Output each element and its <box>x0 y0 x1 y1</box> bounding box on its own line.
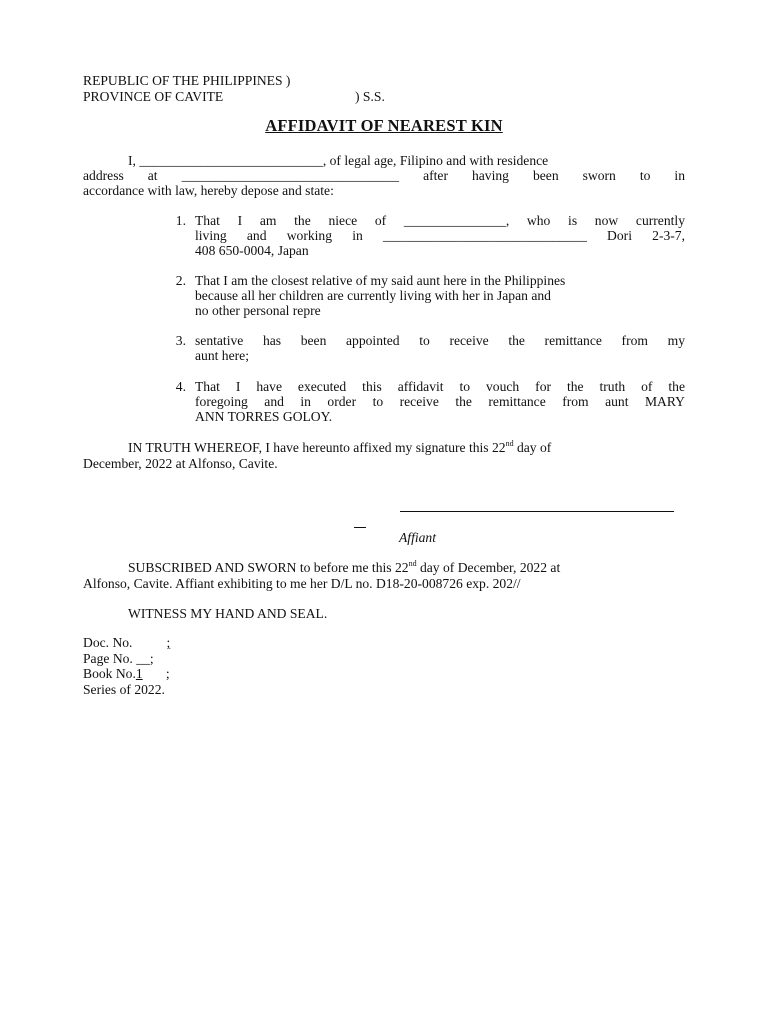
item-2-number: 2. <box>175 273 186 288</box>
series-line: Series of 2022. <box>83 682 165 697</box>
subscribed-ordinal: nd <box>408 559 417 568</box>
page-no: Page No. __; <box>83 651 154 666</box>
subscribed-line-1 <box>128 560 560 576</box>
doc-no-value: ; <box>166 635 171 650</box>
truth-line-2: December, 2022 at Alfonso, Cavite. <box>83 456 278 471</box>
document-title-text: AFFIDAVIT OF NEAREST KIN <box>265 116 503 135</box>
item-4-line-3: ANN TORRES GOLOY. <box>195 409 333 424</box>
book-no <box>83 666 170 682</box>
doc-no <box>83 635 170 651</box>
item-2-line-3: no other personal repre <box>195 303 321 318</box>
document-title <box>0 118 768 134</box>
intro-line-2: address at ________________________________ after having been sworn to in <box>83 168 685 183</box>
header-province: PROVINCE OF CAVITE <box>83 89 224 104</box>
item-2-line-2: because all her children are currently living with her in Japan and <box>195 288 551 303</box>
witness-line: WITNESS MY HAND AND SEAL. <box>128 606 328 621</box>
truth-line-1 <box>128 440 551 456</box>
affiant-signature-line <box>400 511 674 512</box>
item-3-line-1: sentative has been appointed to receive the remittance from my <box>195 333 685 348</box>
item-1-line-3: 408 650-0004, Japan <box>195 243 309 258</box>
book-no-value: 1 <box>135 666 143 681</box>
intro-line-1: I, ___________________________, of legal age, Filipino and with residence <box>128 153 549 168</box>
item-1-line-1: That I am the niece of _______________, who is now currently <box>195 213 685 228</box>
intro-line-3: accordance with law, hereby depose and state: <box>83 183 334 198</box>
item-3-number: 3. <box>175 333 186 348</box>
header-ss: ) S.S. <box>355 89 385 104</box>
item-4-line-2: foregoing and in order to receive the remittance from aunt MARY <box>195 394 685 409</box>
subscribed-line-1-text: SUBSCRIBED AND SWORN to before me this 22 <box>128 560 409 575</box>
item-1-line-2: living and working in ______________________________ Dori 2-3-7, <box>195 228 685 243</box>
affiant-label: Affiant <box>399 530 437 545</box>
subscribed-line-2: Alfonso, Cavite. Affiant exhibiting to me her D/L no. D18-20-008726 exp. 202// <box>83 576 521 591</box>
doc-no-label: Doc. No. <box>83 635 133 650</box>
book-no-label: Book No. <box>83 666 136 681</box>
truth-ordinal: nd <box>505 439 514 448</box>
truth-line-1-tail: day of <box>513 440 552 455</box>
item-4-number: 4. <box>175 379 186 394</box>
header-republic: REPUBLIC OF THE PHILIPPINES ) <box>83 73 291 88</box>
item-3-line-2: aunt here; <box>195 348 249 363</box>
truth-line-1-text: IN TRUTH WHEREOF, I have hereunto affixed my signature this 22 <box>128 440 506 455</box>
item-4-line-1: That I have executed this affidavit to vouch for the truth of the <box>195 379 685 394</box>
book-no-tail: ; <box>165 666 170 681</box>
signature-dash <box>354 527 366 528</box>
item-1-number: 1. <box>175 213 186 228</box>
subscribed-line-1-tail: day of December, 2022 at <box>416 560 561 575</box>
item-2-line-1: That I am the closest relative of my said aunt here in the Philippines <box>195 273 566 288</box>
